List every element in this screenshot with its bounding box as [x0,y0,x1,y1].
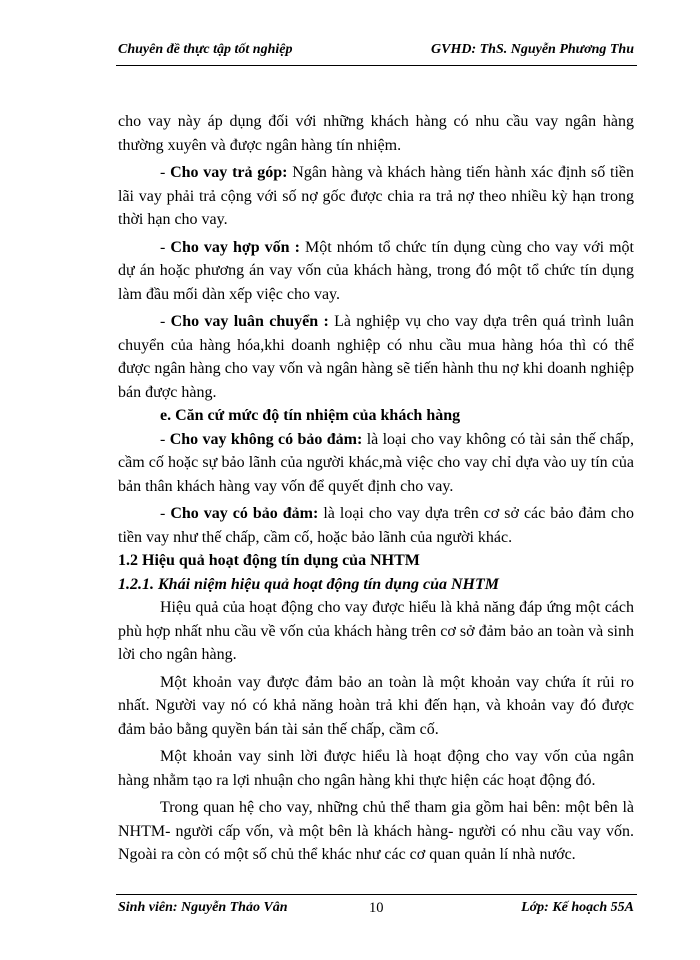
term: Cho vay không có bảo đảm: [169,430,363,448]
paragraph: cho vay này áp dụng đối với những khách hàng có nhu cầu vay ngân hàng thường xuyên và được ngân hàng tín nhiệm. [118,113,634,154]
section-heading: e. Căn cứ mức độ tín nhiệm của khách hàng [160,407,461,424]
footer-right: Lớp: Kế hoạch 55A [521,900,634,915]
paragraph: - Cho vay luân chuyển : Là nghiệp vụ cho vay dựa trên quá trình luân chuyển của hàng hóa,khi doanh nghiệp có nhu cầu mua hàng hóa thì có thể được ngân hàng cho vay vốn và ngân hàng sẽ tiến hành thu nợ khi doanh nghiệp bán được hàng. [118,313,635,401]
header-rule [116,65,637,66]
footer-left: Sinh viên: Nguyễn Thảo Vân [118,900,288,915]
section-heading: 1.2 Hiệu quả hoạt động tín dụng của NHTM [118,552,420,569]
subsection-heading: 1.2.1. Khái niệm hiệu quả hoạt động tín dụng của NHTM [118,575,499,593]
page-header [118,40,634,62]
paragraph: Một khoản vay được đảm bảo an toàn là một khoản vay chứa ít rủi ro nhất. Người vay nó có khả năng hoàn trả khi đến hạn, và khoản vay đó được đảm bảo bằng quyền bán tài sản thế chấp, cầm cố. [118,673,634,738]
header-right: GVHD: ThS. Nguyễn Phương Thu [431,42,634,57]
document-body [118,110,634,867]
header-left: Chuyên đề thực tập tốt nghiệp [118,42,293,57]
paragraph: - Cho vay không có bảo đảm: là loại cho vay không có tài sản thế chấp, cầm cố hoặc sự bảo lãnh của người khác,mà việc cho vay chỉ dựa vào uy tín của bản thân khách hàng vay vốn để quyết định cho vay. [118,430,635,495]
term: Cho vay hợp vốn : [170,238,300,256]
footer-rule [116,894,637,895]
paragraph: Một khoản vay sinh lời được hiểu là hoạt động cho vay vốn của ngân hàng nhằm tạo ra lợi nhuận cho ngân hàng khi thực hiện các hoạt động đó. [118,748,634,789]
paragraph: - Cho vay trả góp: Ngân hàng và khách hàng tiến hành xác định số tiền lãi vay phải trả cộng với số nợ gốc được chia ra trả nợ theo nhiều kỳ hạn trong thời hạn cho vay. [118,164,635,228]
page-number: 10 [369,900,384,916]
term: Cho vay luân chuyển : [170,313,329,330]
paragraph: - Cho vay có bảo đảm: là loại cho vay dựa trên cơ sở các bảo đảm cho tiền vay như thế chấp, cầm cố, hoặc bảo lãnh của người khác. [118,505,634,546]
page-footer [118,900,634,922]
term: Cho vay trả góp: [170,164,288,181]
paragraph: - Cho vay hợp vốn : Một nhóm tổ chức tín dụng cùng cho vay với một dự án hoặc phương án vay vốn của khách hàng, trong đó một tổ chức tín dụng làm đầu mối dàn xếp việc cho vay. [118,238,634,303]
paragraph: Hiệu quả của hoạt động cho vay được hiểu là khả năng đáp ứng một cách phù hợp nhất nhu cầu về vốn của khách hàng trên cơ sở đảm bảo an toàn và sinh lời cho ngân hàng. [118,599,634,663]
term: Cho vay có bảo đảm: [170,505,319,522]
paragraph: Trong quan hệ cho vay, những chủ thể tham gia gồm hai bên: một bên là NHTM- người cấp vốn, và một bên là khách hàng- người có nhu cầu vay vốn. Ngoài ra còn có một số chủ thể khác như các cơ quan quản lí nhà nước. [118,799,634,863]
